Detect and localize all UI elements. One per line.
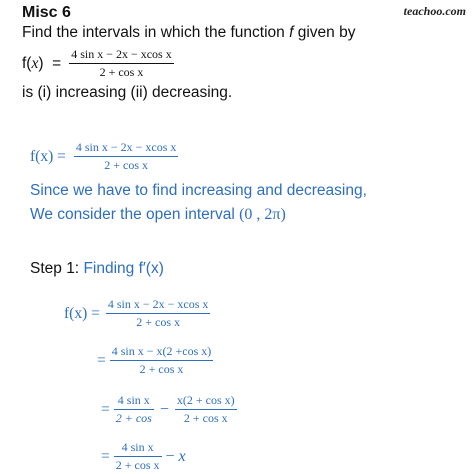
eq2-fraction xyxy=(110,344,214,377)
step-text: Finding f′(x) xyxy=(83,260,164,277)
eq3-fraction-a xyxy=(114,393,154,426)
note-line1: Since we have to find increasing and decreasing, xyxy=(30,182,367,199)
question-line1: Find the intervals in which the function xyxy=(22,24,290,41)
eq4-equals: = xyxy=(101,447,110,465)
solution-denominator: 2 + cos x xyxy=(104,158,149,172)
fraction-denominator: 2 + cos x xyxy=(99,65,144,79)
eq4-fraction xyxy=(114,440,162,473)
step-heading xyxy=(30,260,164,278)
solution-f-label: f(x) = xyxy=(30,147,66,165)
eq1-fraction xyxy=(106,297,211,330)
eq1-numerator: 4 sin x − 2x − xcos x xyxy=(106,297,211,314)
eq4-numerator: 4 sin x xyxy=(114,440,162,457)
eq3b-numerator: x(2 + cos x) xyxy=(175,393,237,410)
eq2-numerator: 4 sin x − x(2 +cos x) xyxy=(110,344,214,361)
step-label: Step 1: xyxy=(30,260,84,277)
note-line2 xyxy=(30,206,286,224)
brand-logo: teachoo.com xyxy=(403,4,466,18)
fraction-numerator: 4 sin x − 2x − xcos x xyxy=(69,47,174,64)
equation-4 xyxy=(101,440,186,473)
eq4-minus: − xyxy=(165,447,179,465)
question-title: Misc 6 xyxy=(22,4,71,21)
eq2-equals: = xyxy=(97,351,106,369)
equation-2 xyxy=(97,344,213,377)
eq1-lhs: f(x) = xyxy=(64,304,100,322)
eq3a-numerator: 4 sin x xyxy=(114,393,154,410)
eq3b-denominator: 2 + cos x xyxy=(183,411,228,425)
fx-var: x xyxy=(31,54,39,72)
question-fraction xyxy=(69,47,174,80)
eq3a-denominator: 2 + cos xyxy=(115,411,152,425)
solution-fraction xyxy=(74,140,179,173)
interval: (0 , 2π) xyxy=(239,206,286,223)
equation-3 xyxy=(101,393,237,426)
fx-suffix: ) = xyxy=(38,54,62,72)
question-line3: is (i) increasing (ii) decreasing. xyxy=(22,84,233,101)
eq1-denominator: 2 + cos x xyxy=(136,315,181,329)
solution-numerator: 4 sin x − 2x − xcos x xyxy=(74,140,179,157)
question-line1-end: given by xyxy=(293,24,356,41)
eq2-denominator: 2 + cos x xyxy=(139,362,184,376)
equation-1 xyxy=(64,297,210,330)
note-line2-text: We consider the open interval xyxy=(30,206,240,223)
eq3-minus: − xyxy=(159,400,169,418)
question-text xyxy=(22,24,355,42)
fx-prefix: f( xyxy=(22,54,32,72)
solution-function xyxy=(30,140,178,173)
eq4-tail: x xyxy=(178,447,186,465)
eq4-denominator: 2 + cos x xyxy=(115,458,160,472)
eq3-equals: = xyxy=(101,400,110,418)
function-letter: f xyxy=(289,24,294,41)
question-formula xyxy=(22,47,174,80)
eq3-fraction-b xyxy=(175,393,237,426)
